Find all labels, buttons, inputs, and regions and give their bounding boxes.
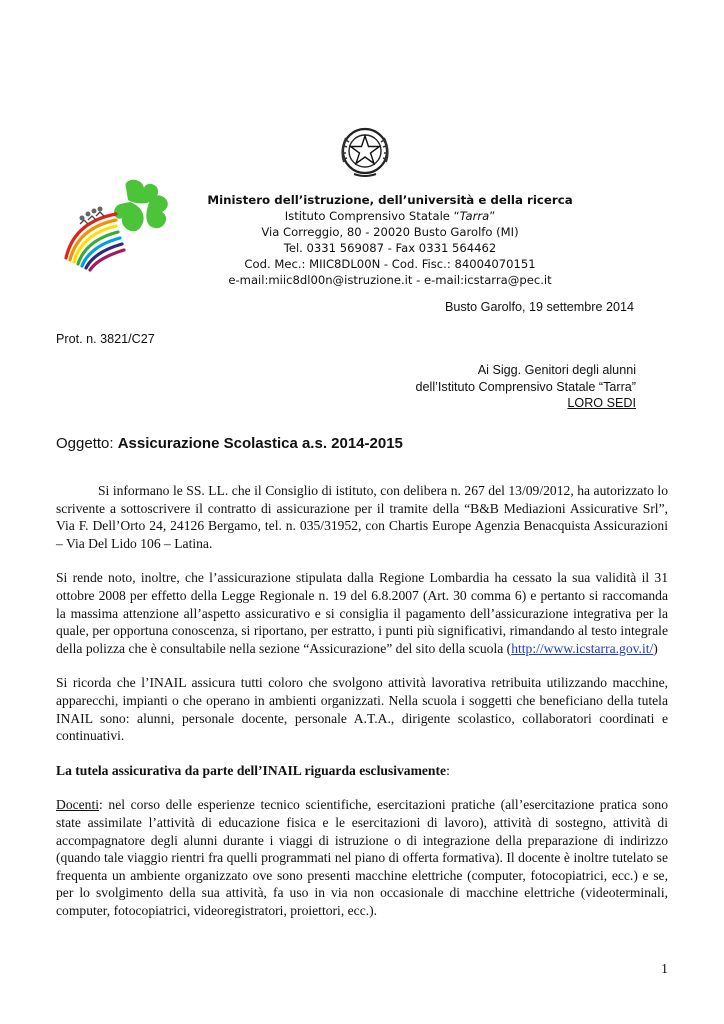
institute-codes: Cod. Mec.: MIIC8DL00N - Cod. Fisc.: 84004070151: [244, 257, 536, 271]
subject-line: [56, 435, 403, 452]
italian-republic-emblem-icon: [336, 122, 394, 180]
paragraph-2-text: Si rende noto, inoltre, che l’assicurazione stipulata dalla Regione Lombardia ha cessato la sua validità il 31 ottobre 2008 per effetto della Legge Regionale n. 19 del 6.8.2007 (Art. 30 comma 6) e pertanto si raccomanda la massima attenzione all’aspetto assicurativo e si consiglia il pagamento dell’assicurazione integrativa per la quale, per opportuna conoscenza, si riportano, per estratto, i punti più significativi, rimandando al testo integrale della polizza che è consultabile nella sezione “Assicurazione” del sito della scuola (: [56, 570, 668, 656]
school-website-link[interactable]: http://www.icstarra.gov.it/: [511, 640, 654, 656]
institute-emails: e-mail:miic8dl00n@istruzione.it - e-mail:icstarra@pec.it: [228, 273, 552, 287]
recipients-block: [416, 362, 636, 412]
paragraph-4-text: : nel corso delle esperienze tecnico scientifiche, esercitazioni pratiche (all’esercitazione pratica sono state assimilate l’attività di educazione fisica e le esercitazioni di lavoro), attività di sostegno, attività di accompagnatore degli alunni durante i viaggi di istruzione o di integrazione della preparazione di indirizzo (quando tale viaggio rientri fra quelli programmati nel piano di offerta formativa). Il docente è inoltre tutelato se frequenta un ambiente organizzato ove sono presenti macchine elettriche (computer, fotocopiatrici, ecc.) e se, per lo svolgimento della sua attività, fa uso in via non occasionale di macchine elettriche (videoterminali, computer, fotocopiatrici, videoregistratori, proiettori, ecc.).: [56, 797, 668, 918]
date-line: Busto Garolfo, 19 settembre 2014: [444, 300, 634, 314]
recipients-line-3: LORO SEDI: [567, 396, 636, 410]
page-number: 1: [661, 962, 668, 977]
paragraph-2-end: ): [653, 640, 658, 656]
institute-suffix: ”: [489, 209, 496, 223]
institute-prefix: Istituto Comprensivo Statale “: [284, 209, 460, 223]
institute-phone: Tel. 0331 569087 - Fax 0331 564462: [283, 241, 497, 255]
section-heading-colon: :: [446, 762, 450, 778]
section-heading: [56, 762, 668, 780]
paragraph-3: Si ricorda che l’INAIL assicura tutti coloro che svolgono attività lavorativa retribuita utilizzando macchine, apparecchi, impianti o che operano in ambienti organizzati. Nella scuola i soggetti che beneficiano della tutela INAIL sono: alunni, personale docente, personale A.T.A., dirigente scolastico, collaboratori coordinati e continuativi.: [56, 675, 668, 744]
subject-text: Assicurazione Scolastica a.s. 2014-2015: [117, 435, 403, 452]
paragraph-1: Si informano le SS. LL. che il Consiglio di istituto, con delibera n. 267 del 13/09/2012, ha autorizzato lo scrivente a sottoscrivere il contratto di assicurazione per il tramite della “B&B Mediazioni Assicurative Srl”, Via F. Dell’Orto 24, 24126 Bergamo, tel. n. 035/31952, con Chartis Europe Agenzia Benacquista Assicurazioni – Via Del Lido 106 – Latina.: [56, 483, 668, 551]
paragraph-4-label: Docenti: [56, 797, 100, 813]
subject-label: Oggetto:: [56, 435, 118, 452]
paragraph-2: [56, 569, 668, 657]
recipients-line-1: Ai Sigg. Genitori degli alunni: [477, 363, 636, 377]
recipients-line-2: dell’Istituto Comprensivo Statale “Tarra”: [415, 379, 636, 394]
institute-name: Tarra: [459, 209, 490, 223]
paragraph-4: [56, 796, 668, 919]
clover-rainbow-logo-icon: [56, 178, 174, 274]
ministry-name: Ministero dell’istruzione, dell’università e della ricerca: [207, 193, 573, 207]
letter-body: [56, 482, 668, 936]
section-heading-text: La tutela assicurativa da parte dell’INAIL riguarda esclusivamente: [56, 762, 447, 778]
institute-address: Via Correggio, 80 - 20020 Busto Garolfo (MI): [261, 225, 519, 239]
letterhead: [190, 192, 590, 288]
institute-name-line: [190, 208, 590, 224]
protocol-number: Prot. n. 3821/C27: [56, 332, 155, 346]
